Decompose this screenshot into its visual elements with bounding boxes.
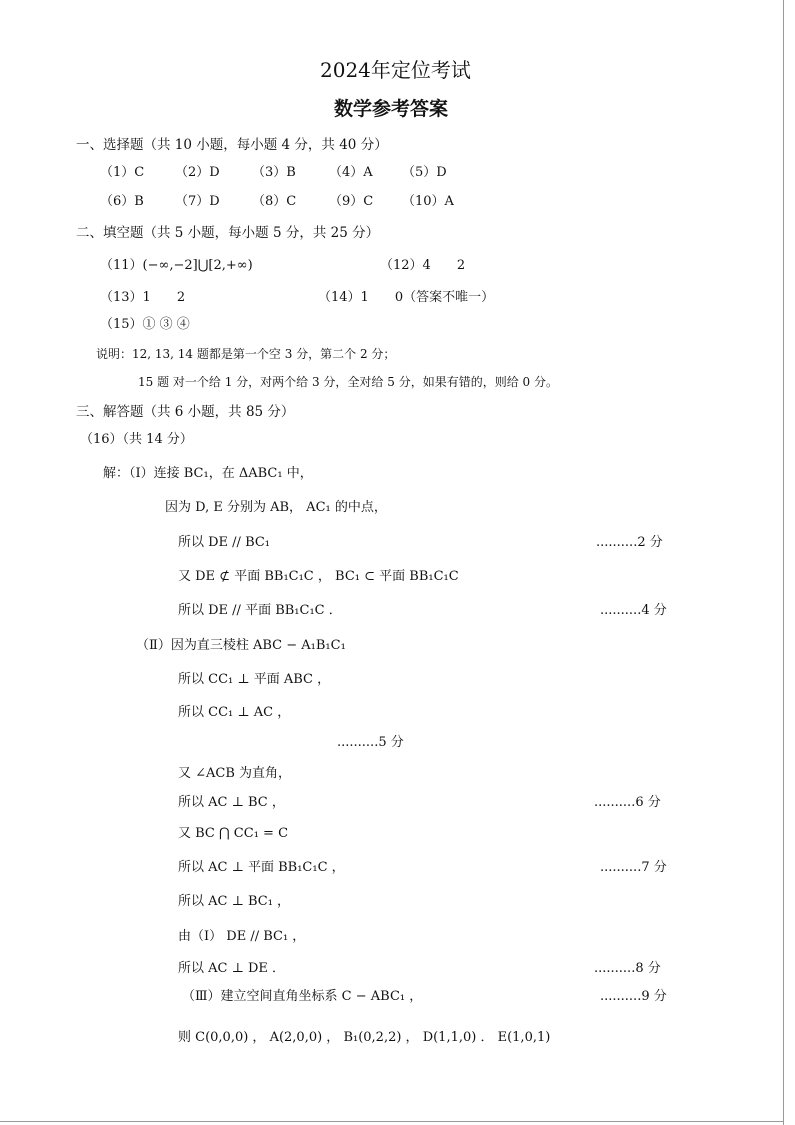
score-mark: ..........5 分: [337, 735, 404, 750]
choice-answer: （10）A: [402, 194, 454, 209]
solution-line: 所以 AC ⊥ 平面 BB₁C₁C ，: [178, 860, 345, 875]
solution-line: 又 DE ⊄ 平面 BB₁C₁C ， BC₁ ⊂ 平面 BB₁C₁C: [178, 569, 459, 584]
solution-line: 则 C(0,0,0) ， A(2,0,0) ， B₁(0,2,2) ， D(1,1,0) ． E(1,0,1): [178, 1030, 551, 1045]
choice-answer: （4）A: [329, 165, 373, 180]
score-mark: ..........6 分: [594, 795, 661, 810]
solution-line: 解：（Ⅰ）连接 BC₁，在 ΔABC₁ 中，: [103, 466, 313, 481]
score-mark: ..........9 分: [600, 989, 667, 1004]
solution-line: 又 ∠ACB 为直角，: [178, 766, 292, 781]
scoring-note: 说明：12, 13, 14 题都是第一个空 3 分，第二个 2 分；: [96, 347, 396, 361]
section2-heading: 二、填空题（共 5 小题，每小题 5 分，共 25 分）: [76, 225, 380, 241]
choice-answer: （1）C: [100, 165, 145, 180]
choice-answer: （9）C: [329, 194, 374, 209]
fill-answer-15: （15）① ③ ④: [100, 317, 190, 332]
solution-line: （Ⅱ）因为直三棱柱 ABC − A₁B₁C₁: [136, 638, 346, 653]
solution-line: 又 BC ⋂ CC₁ = C: [178, 826, 289, 841]
choice-answer: （5）D: [402, 165, 447, 180]
solution-line: 所以 DE // BC₁: [178, 535, 271, 550]
solution-line: 所以 DE // 平面 BB₁C₁C ．: [178, 603, 342, 618]
solution-line: （Ⅲ）建立空间直角坐标系 C − ABC₁ ，: [182, 989, 423, 1004]
section1-heading: 一、选择题（共 10 小题，每小题 4 分，共 40 分）: [76, 137, 388, 153]
solution-line: 所以 AC ⊥ BC ，: [178, 795, 285, 810]
solution-line: 所以 CC₁ ⊥ 平面 ABC ，: [178, 672, 331, 687]
solution-line: 由（Ⅰ） DE // BC₁ ，: [178, 929, 306, 944]
choice-answer: （8）C: [252, 194, 297, 209]
page-subtitle: 数学参考答案: [334, 98, 449, 120]
choice-answer: （2）D: [175, 165, 220, 180]
solution-line: 因为 D, E 分别为 AB， AC₁ 的中点，: [165, 500, 387, 515]
choice-answer: （6）B: [100, 194, 144, 209]
fill-answer-11: （11）(−∞,−2]⋃[2,+∞): [100, 258, 253, 273]
fill-answer-12: （12）4 2: [380, 258, 466, 273]
fill-answer-13: （13）1 2: [100, 290, 186, 305]
page-title: 2024年定位考试: [320, 58, 471, 82]
solution-line: 所以 CC₁ ⊥ AC ，: [178, 705, 291, 720]
score-mark: ..........2 分: [596, 535, 663, 550]
choice-answer: （3）B: [252, 165, 296, 180]
section3-heading: 三、解答题（共 6 小题，共 85 分）: [76, 404, 295, 420]
score-mark: ..........7 分: [600, 860, 667, 875]
solution-line: 所以 AC ⊥ DE ．: [178, 961, 286, 976]
fill-answer-14: （14）1 0（答案不唯一）: [318, 290, 495, 305]
score-mark: ..........4 分: [600, 603, 667, 618]
scoring-note: 15 题 对一个给 1 分，对两个给 3 分，全对给 5 分，如果有错的，则给 0 分。: [138, 375, 558, 389]
solution-line: 所以 AC ⊥ BC₁ ，: [178, 894, 291, 909]
choice-answer: （7）D: [175, 194, 220, 209]
score-mark: ..........8 分: [594, 961, 661, 976]
page-edge-right: [783, 0, 784, 1125]
problem-16-label: （16）（共 14 分）: [80, 432, 193, 447]
page-edge-bottom: [0, 1121, 784, 1122]
